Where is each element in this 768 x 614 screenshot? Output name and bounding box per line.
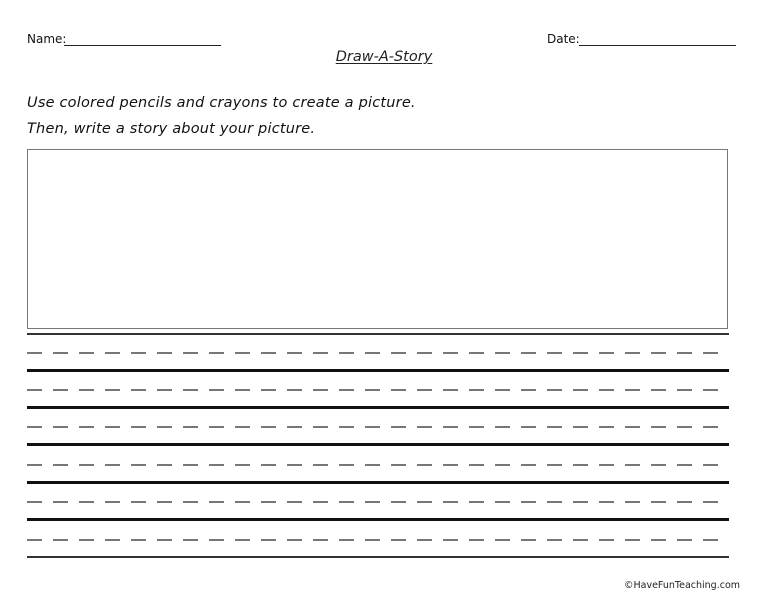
writing-line-dashed [27, 464, 729, 466]
name-label: Name: [27, 32, 67, 46]
date-label: Date: [547, 32, 580, 46]
writing-line-solid [27, 333, 729, 335]
drawing-box[interactable] [27, 149, 728, 329]
worksheet-title: Draw-A-Story [335, 49, 433, 65]
name-field-line[interactable] [64, 45, 221, 46]
writing-line-solid [27, 443, 729, 446]
writing-line-solid [27, 481, 729, 484]
writing-line-dashed [27, 352, 729, 354]
writing-line-solid [27, 518, 729, 521]
writing-line-dashed [27, 426, 729, 428]
writing-line-dashed [27, 501, 729, 503]
instruction-line-1: Use colored pencils and crayons to create a picture. [27, 95, 416, 111]
instruction-line-2: Then, write a story about your picture. [27, 121, 316, 137]
writing-line-dashed [27, 389, 729, 391]
copyright-footer: ©HaveFunTeaching.com [624, 580, 741, 591]
writing-line-solid [27, 369, 729, 372]
date-field-line[interactable] [579, 45, 736, 46]
writing-line-dashed [27, 539, 729, 541]
writing-line-solid [27, 556, 729, 558]
writing-line-solid [27, 406, 729, 409]
